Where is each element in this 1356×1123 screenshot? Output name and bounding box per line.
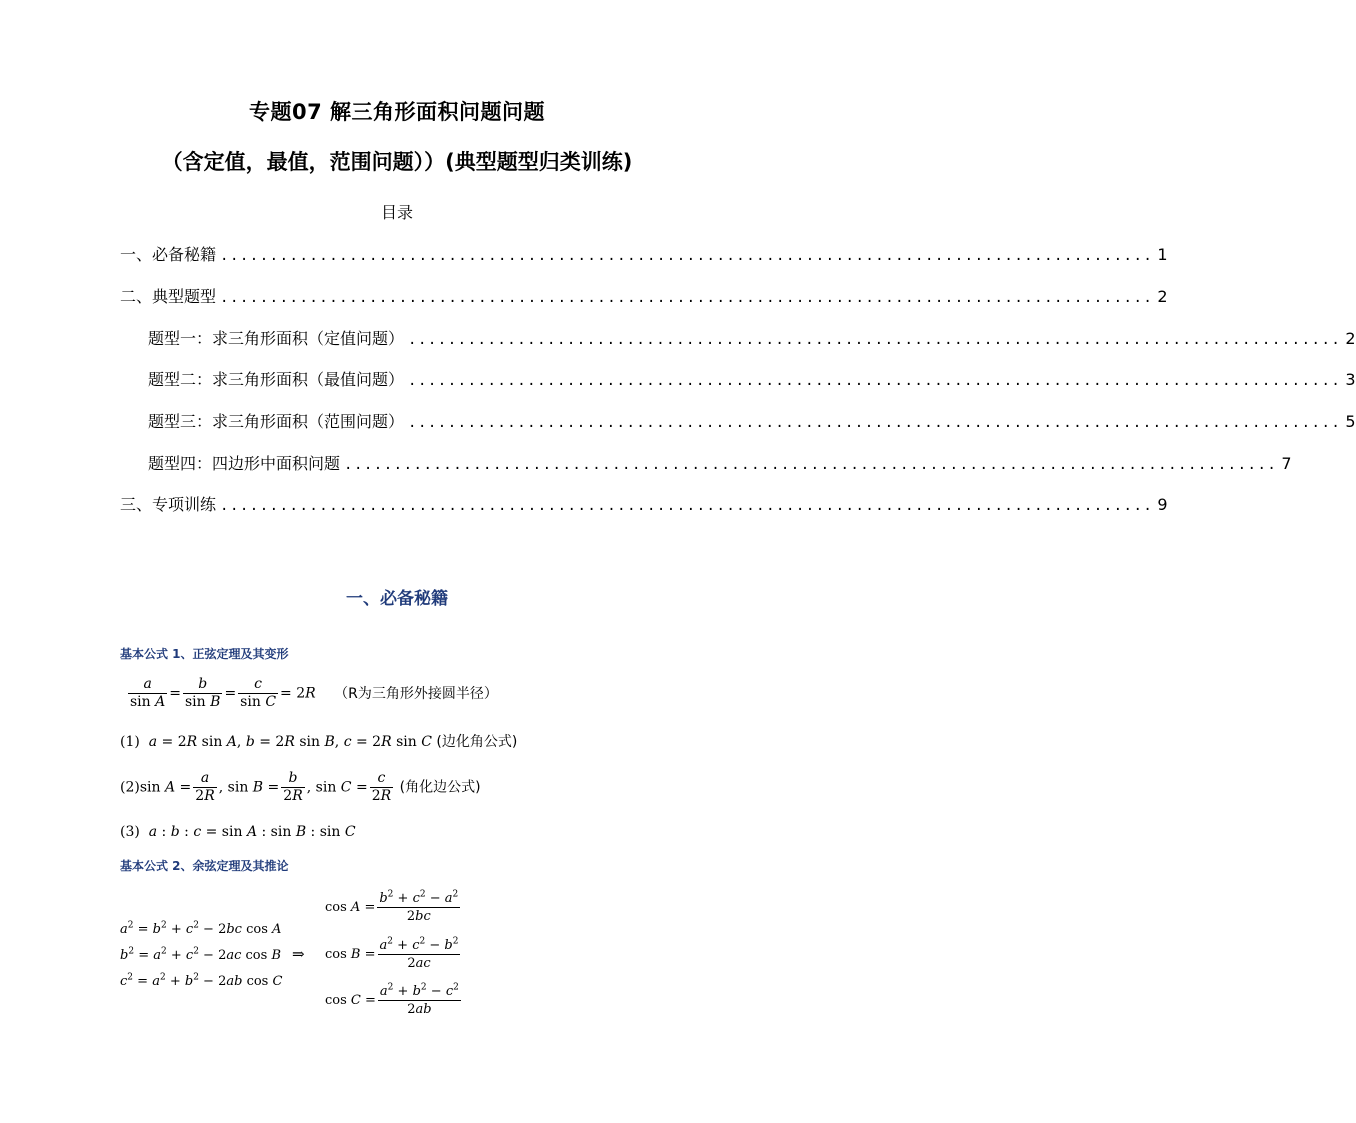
toc-entry[interactable] [120, 284, 1168, 308]
ratio-formula: (3) a : b : c = sin A : sin B : sin C [120, 824, 356, 840]
side-to-angle-formula: (1) a = 2R sin A, b = 2R sin B, c = 2R sin C (边化角公式) [120, 734, 518, 750]
law-of-cosines-b: $b^2 = a^2 + c^2 - 2ac$ cos B [120, 946, 281, 963]
toc-leader-dots: .............................................................................................. [220, 290, 1154, 306]
side-to-angle-note: (边化角公式) [436, 734, 518, 750]
toc-leader-dots: .............................................................................................. [220, 498, 1154, 514]
toc-entry-label: 题型三：求三角形面积（范围问题） [148, 412, 405, 431]
document-subtitle: （含定值，最值，范围问题））(典型题型归类训练) [161, 150, 633, 174]
toc-entry-page: 1 [1157, 245, 1168, 264]
toc-heading: 目录 [380, 203, 413, 222]
toc-entry[interactable] [120, 492, 1168, 516]
toc-entry[interactable] [148, 367, 1356, 391]
toc-entry-page: 5 [1345, 412, 1356, 431]
toc-leader-dots: .............................................................................................. [344, 457, 1278, 473]
toc-leader-dots: .............................................................................................. [408, 373, 1342, 389]
formula-label-sine: 基本公式 1、正弦定理及其变形 [120, 647, 289, 661]
toc-entry-page: 2 [1157, 287, 1168, 306]
toc-entry-label: 题型四：四边形中面积问题 [148, 454, 341, 473]
angle-to-side-formula: (2)sin A = $\frac{a}{2R}$ , sin B = $\frac{b}{2R}$ , sin C = $\frac{c}{2R}$ (角化边公式) [120, 770, 481, 804]
toc-entry-label: 一、必备秘籍 [120, 245, 217, 264]
toc-entry-page: 9 [1157, 495, 1168, 514]
toc-entry-label: 二、典型题型 [120, 287, 217, 306]
item-number: (3) [120, 824, 140, 840]
cosine-corollary-a: cos A = $\frac{b^2 + c^2 - a^2}{2bc}$ [325, 889, 459, 924]
toc-leader-dots: .............................................................................................. [220, 248, 1154, 264]
toc-entry-label: 三、专项训练 [120, 495, 217, 514]
law-of-cosines-a: $a^2 = b^2 + c^2 - 2bc$ cos A [120, 920, 282, 937]
toc-entry-page: 3 [1345, 370, 1356, 389]
law-of-cosines-c: $c^2 = a^2 + b^2 - 2ab$ cos C [120, 972, 283, 989]
toc-leader-dots: .............................................................................................. [408, 415, 1342, 431]
implies-arrow-icon: ⇒ [292, 945, 305, 963]
toc-entry-page: 2 [1345, 329, 1356, 348]
item-number: (2) [120, 779, 140, 796]
law-of-sines-formula: $\frac{a}{\text{sin A}}$ = $\frac{b}{\text{sin B}}$ = $\frac{c}{\text{sin C}}$ = 2R （R为三角形外接圆半径） [130, 676, 498, 710]
toc-entry-label: 题型二：求三角形面积（最值问题） [148, 370, 405, 389]
toc-entry[interactable] [148, 326, 1356, 350]
formula-label-cosine: 基本公式 2、余弦定理及其推论 [120, 859, 289, 873]
toc-entry[interactable] [148, 409, 1356, 433]
toc-entry[interactable] [120, 242, 1168, 266]
toc-entry-page: 7 [1281, 454, 1292, 473]
toc-entry-label: 题型一：求三角形面积（定值问题） [148, 329, 405, 348]
angle-to-side-note: (角化边公式) [399, 779, 481, 796]
section-heading: 一、必备秘籍 [346, 589, 448, 609]
toc-leader-dots: .............................................................................................. [408, 332, 1342, 348]
toc-entry[interactable] [148, 451, 1292, 475]
item-number: (1) [120, 734, 140, 750]
circumradius-note: （R为三角形外接圆半径） [334, 685, 498, 702]
cosine-corollary-c: cos C = $\frac{a^2 + b^2 - c^2}{2ab}$ [325, 982, 459, 1017]
document-title: 专题07 解三角形面积问题问题 [248, 100, 546, 124]
cosine-corollary-b: cos B = $\frac{a^2 + c^2 - b^2}{2ac}$ [325, 936, 459, 971]
